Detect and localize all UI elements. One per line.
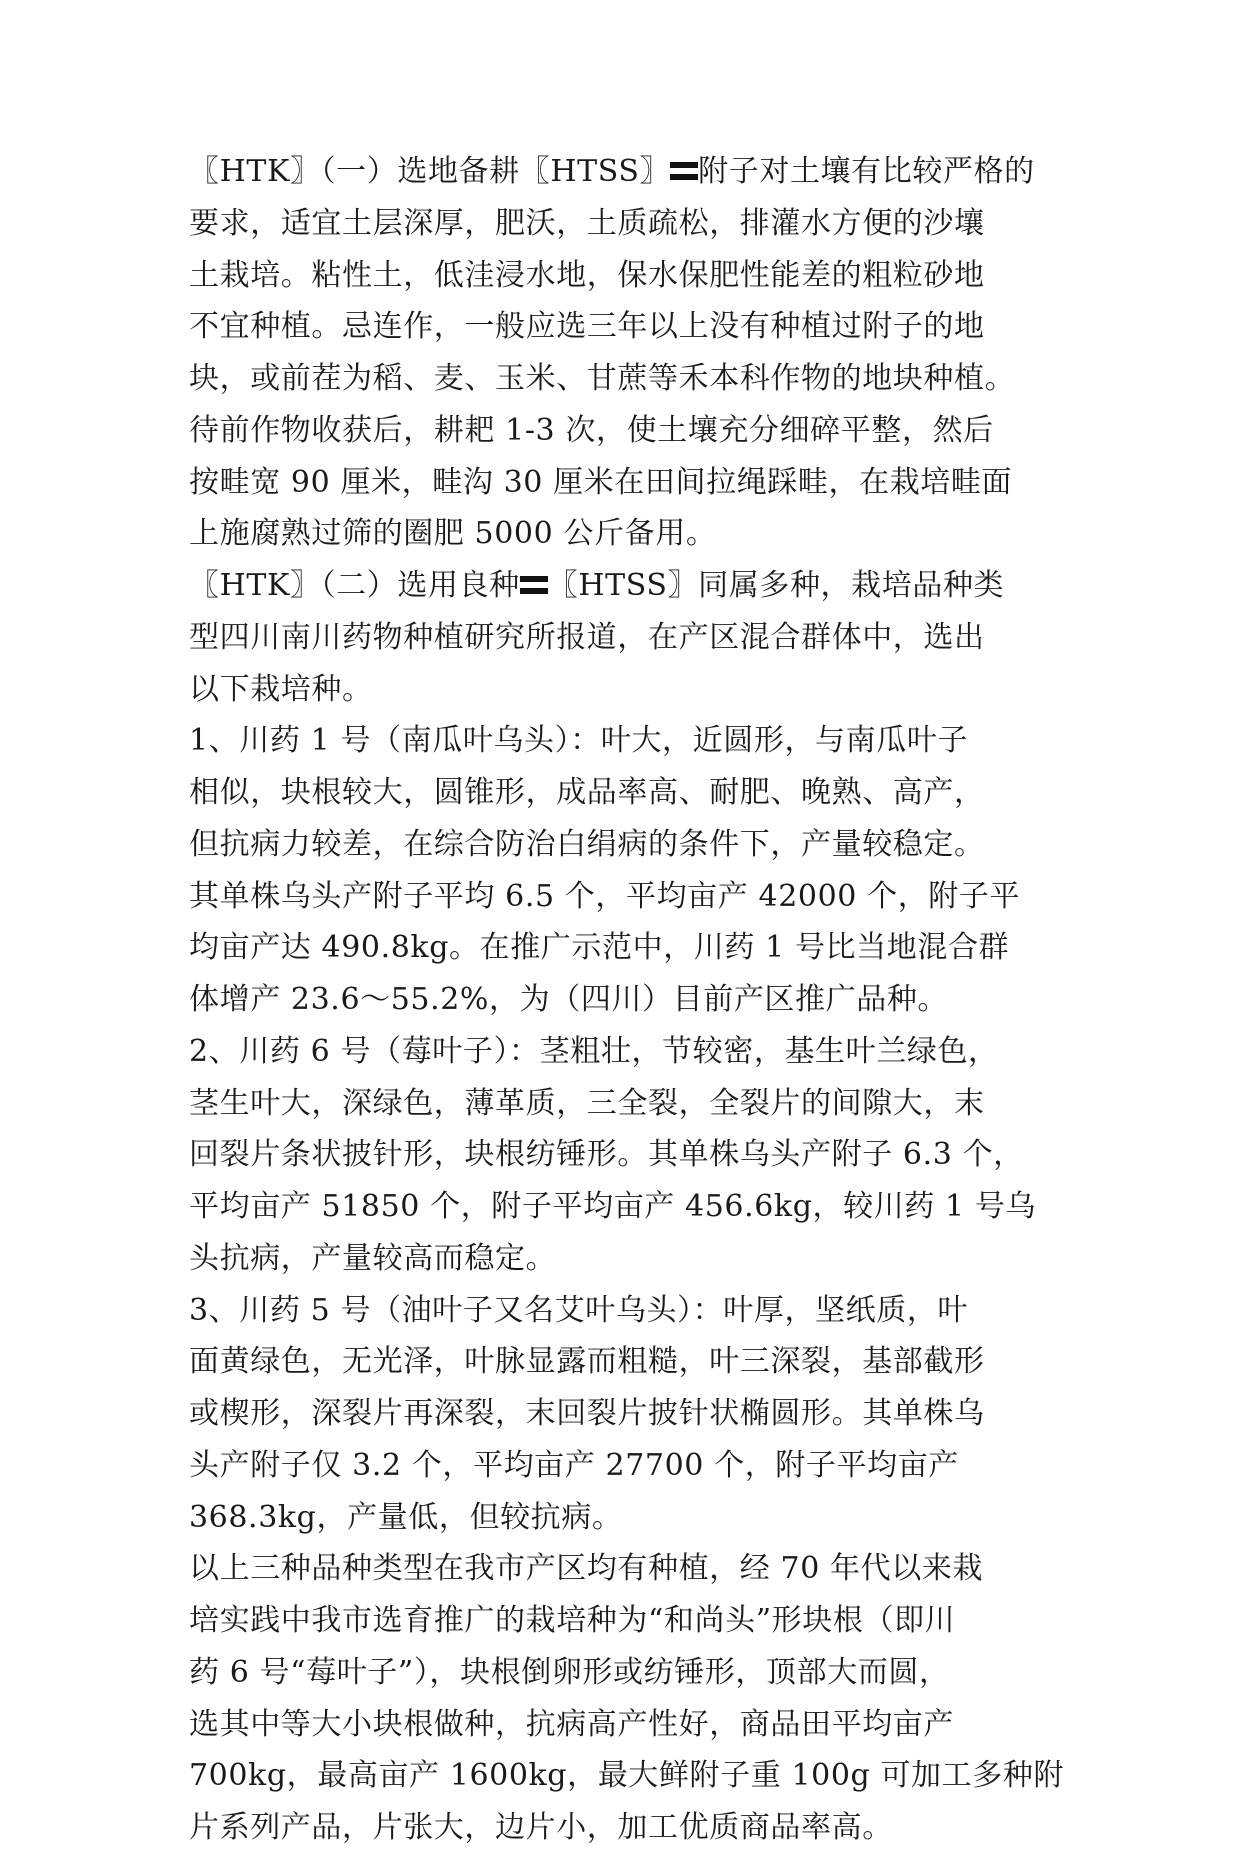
- text-line-segment: 要求，适宜土层深厚，肥沃，土质疏松，排灌水方便的沙壤: [189, 205, 985, 241]
- text-line-segment: 1、川药 1 号（南瓜叶乌头）：叶大，近圆形，与南瓜叶子: [189, 723, 969, 759]
- text-line-segment: 不宜种植。忌连作，一般应选三年以上没有种植过附子的地: [189, 309, 985, 345]
- text-line: [189, 819, 1052, 871]
- text-line: [189, 1440, 1052, 1492]
- text-line-segment: 2、川药 6 号（莓叶子）：茎粗壮，节较密，基生叶兰绿色，: [189, 1033, 999, 1069]
- text-line-segment: 附子对土壤有比较严格的: [698, 154, 1035, 189]
- text-line: [189, 1336, 1052, 1388]
- text-line-segment: 按畦宽 90 厘米，畦沟 30 厘米在田间拉绳踩畦，在栽培畦面: [189, 464, 1013, 500]
- text-line-segment: 3、川药 5 号（油叶子又名艾叶乌头）：叶厚，坚纸质，叶: [189, 1292, 969, 1328]
- text-line-segment: 培实践中我市选育推广的栽培种为“和尚头”形块根（即川: [189, 1603, 956, 1638]
- text-line: [189, 353, 1052, 405]
- text-line-segment: 茎生叶大，深绿色，薄革质，三全裂，全裂片的间隙大，末: [189, 1085, 985, 1121]
- text-line-segment: 体增产 23.6～55.2%，为（四川）目前产区推广品种。: [189, 982, 949, 1017]
- text-line-segment: 上施腐熟过筛的圈肥 5000 公斤备用。: [189, 516, 717, 552]
- text-line: [189, 560, 1052, 612]
- text-line-segment: 其单株乌头产附子平均 6.5 个，平均亩产 42000 个，附子平: [189, 878, 1021, 914]
- text-line: [189, 1595, 1052, 1647]
- text-line: [189, 871, 1052, 923]
- typesetting-mark-glyph: [520, 574, 548, 596]
- text-line-segment: 〖HTK〗（二）选用良种: [189, 568, 520, 603]
- text-line: [189, 1802, 1052, 1854]
- text-line-segment: 片系列产品，片张大，边片小，加工优质商品率高。: [189, 1810, 893, 1845]
- text-line: [189, 664, 1052, 716]
- text-line: [189, 1492, 1052, 1544]
- text-line-segment: 待前作物收获后，耕耙 1-3 次，使土壤充分细碎平整，然后: [189, 412, 994, 448]
- text-line: [189, 1699, 1052, 1751]
- document-body-text: [189, 146, 1065, 1854]
- text-line-segment: 回裂片条状披针形，块根纺锤形。其单株乌头产附子 6.3 个，: [189, 1137, 1024, 1173]
- text-line: [189, 1285, 1052, 1337]
- text-line-segment: 368.3kg，产量低，但较抗病。: [189, 1499, 623, 1535]
- text-line-segment: 均亩产达 490.8kg。在推广示范中，川药 1 号比当地混合群: [189, 930, 1010, 966]
- text-line: [189, 1026, 1052, 1078]
- text-line: [189, 922, 1052, 974]
- text-line-segment: 〖HTSS〗同属多种，栽培品种类: [547, 568, 1005, 603]
- text-line-segment: 但抗病力较差，在综合防治白绢病的条件下，产量较稳定。: [189, 826, 985, 862]
- text-line: [189, 1750, 1065, 1802]
- typesetting-mark-glyph: [670, 160, 698, 182]
- text-line-segment: 头产附子仅 3.2 个，平均亩产 27700 个，附子平均亩产: [189, 1447, 959, 1483]
- text-line: [189, 767, 1052, 819]
- text-line: [189, 1181, 1052, 1233]
- text-line-segment: 或楔形，深裂片再深裂，末回裂片披针状椭圆形。其单株乌: [189, 1396, 985, 1431]
- text-line: [189, 250, 1052, 302]
- text-line: [189, 457, 1052, 509]
- text-line: [189, 974, 1052, 1026]
- text-line-segment: 块，或前茬为稻、麦、玉米、甘蔗等禾本科作物的地块种植。: [189, 361, 1016, 396]
- text-line-segment: 药 6 号“莓叶子”），块根倒卵形或纺锤形，顶部大而圆，: [189, 1654, 950, 1690]
- text-line: [189, 1233, 1052, 1285]
- text-line: [189, 1388, 1052, 1440]
- text-line: [189, 146, 1052, 198]
- text-line: [189, 715, 1052, 767]
- text-line-segment: 〖HTK〗（一）选地备耕〖HTSS〗: [189, 154, 671, 189]
- text-line: [189, 1543, 1052, 1595]
- text-line-segment: 面黄绿色，无光泽，叶脉显露而粗糙，叶三深裂，基部截形: [189, 1344, 985, 1380]
- text-line-segment: 型四川南川药物种植研究所报道，在产区混合群体中，选出: [189, 619, 985, 655]
- text-line: [189, 198, 1052, 250]
- text-line: [189, 405, 1052, 457]
- text-line: [189, 1129, 1052, 1181]
- text-line-segment: 700kg，最高亩产 1600kg，最大鲜附子重 100g 可加工多种附: [189, 1758, 1065, 1794]
- text-line-segment: 土栽培。粘性土，低洼浸水地，保水保肥性能差的粗粒砂地: [189, 257, 985, 293]
- text-line-segment: 选其中等大小块根做种，抗病高产性好，商品田平均亩产: [189, 1706, 954, 1742]
- text-line-segment: 头抗病，产量较高而稳定。: [189, 1240, 557, 1276]
- text-line-segment: 以上三种品种类型在我市产区均有种植，经 70 年代以来栽: [189, 1551, 984, 1587]
- text-line-segment: 相似，块根较大，圆锥形，成品率高、耐肥、晚熟、高产，: [189, 775, 985, 810]
- text-line-segment: 以下栽培种。: [189, 671, 373, 707]
- text-line: [189, 1078, 1052, 1130]
- text-line: [189, 508, 1052, 560]
- text-line-segment: 平均亩产 51850 个，附子平均亩产 456.6kg，较川药 1 号乌: [189, 1189, 1037, 1224]
- text-line: [189, 301, 1052, 353]
- text-line: [189, 612, 1052, 664]
- text-line: [189, 1647, 1052, 1699]
